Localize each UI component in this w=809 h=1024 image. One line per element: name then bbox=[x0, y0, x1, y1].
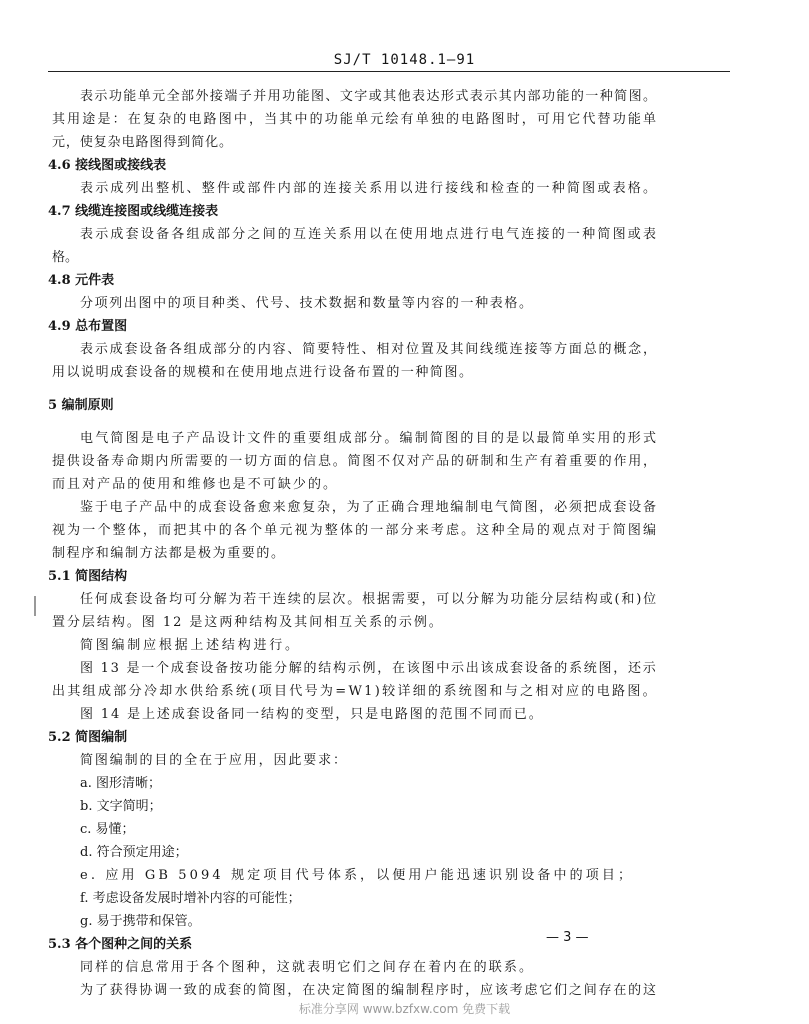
watermark-text: 标准分享网 www.bzfxw.com 免费下载 bbox=[298, 1002, 511, 1016]
text-line: 简图编制的目的全在于应用，因此要求： bbox=[80, 753, 348, 768]
text-line: 表示成列出整机、整件或部件内部的连接关系用以进行接线和检查的一种简图或表格。 bbox=[80, 181, 659, 196]
text-line: 制程序和编制方法都是极为重要的。 bbox=[52, 546, 286, 561]
text-line: 提供设备寿命期内所需要的一切方面的信息。简图不仅对产品的研制和生产有着重要的作用， bbox=[52, 454, 658, 469]
text-line: 其用途是：在复杂的电路图中，当其中的功能单元绘有单独的电路图时，可用它代替功能单 bbox=[52, 112, 659, 127]
text-line: 表示成套设备各组成部分之间的互连关系用以在使用地点进行电气连接的一种简图或表 bbox=[80, 227, 659, 242]
text-line: d. 符合预定用途； bbox=[80, 845, 188, 860]
text-line: g. 易于携带和保管。 bbox=[80, 914, 201, 929]
text-line: 表示功能单元全部外接端子并用功能图、文字或其他表达形式表示其内部功能的一种简图。 bbox=[80, 89, 658, 104]
text-line: 而且对产品的使用和维修也是不可缺少的。 bbox=[52, 477, 339, 492]
section-heading: 5.1 简图结构 bbox=[48, 569, 128, 584]
section-heading: 4.6 接线图或接线表 bbox=[48, 158, 167, 173]
text-line: 鉴于电子产品中的成套设备愈来愈复杂，为了正确合理地编制电气简图，必须把成套设备 bbox=[80, 500, 658, 515]
section-heading: 5.2 简图编制 bbox=[48, 730, 128, 745]
section-heading: 5.3 各个图种之间的关系 bbox=[48, 937, 193, 952]
text-line: 用以说明成套设备的规模和在使用地点进行设备布置的一种简图。 bbox=[52, 365, 474, 380]
standard-code-header: SJ/T 10148.1—91 bbox=[333, 52, 476, 68]
text-line: 图 13 是一个成套设备按功能分解的结构示例，在该图中示出该成套设备的系统图，还示 bbox=[80, 661, 658, 676]
text-line: 格。 bbox=[52, 250, 79, 265]
text-line: 表示成套设备各组成部分的内容、简要特性、相对位置及其间线缆连接等方面总的概念， bbox=[80, 342, 658, 357]
section-heading: 5 编制原则 bbox=[48, 398, 114, 413]
page-number: — 3 — bbox=[546, 930, 589, 945]
text-line: 同样的信息常用于各个图种，这就表明它们之间存在着内在的联系。 bbox=[80, 960, 535, 975]
text-line: e. 应用 GB 5094 规定项目代号体系，以便用户能迅速识别设备中的项目； bbox=[80, 868, 635, 883]
text-line: 简图编制应根据上述结构进行。 bbox=[80, 638, 301, 653]
section-heading: 4.8 元件表 bbox=[48, 273, 115, 288]
text-line: a. 图形清晰； bbox=[80, 776, 162, 791]
margin-mark bbox=[34, 596, 36, 616]
text-line: 元，使复杂电路图得到简化。 bbox=[52, 135, 233, 150]
text-line: 视为一个整体，而把其中的各个单元视为整体的一部分来考虑。这种全局的观点对于简图编 bbox=[52, 523, 659, 538]
section-heading: 4.7 线缆连接图或线缆连接表 bbox=[48, 204, 219, 219]
header-rule bbox=[48, 71, 730, 72]
text-line: 图 14 是上述成套设备同一结构的变型，只是电路图的范围不同而已。 bbox=[80, 707, 544, 722]
section-heading: 4.9 总布置图 bbox=[48, 319, 128, 334]
text-line: b. 文字简明； bbox=[80, 799, 162, 814]
text-line: 电气简图是电子产品设计文件的重要组成部分。编制简图的目的是以最简单实用的形式 bbox=[80, 431, 659, 446]
text-line: 为了获得协调一致的成套的简图，在决定简图的编制程序时，应该考虑它们之间存在的这 bbox=[80, 983, 658, 998]
text-line: 分项列出图中的项目种类、代号、技术数据和数量等内容的一种表格。 bbox=[80, 296, 534, 311]
text-line: 置分层结构。图 12 是这两种结构及其间相互关系的示例。 bbox=[52, 615, 444, 630]
text-line: f. 考虑设备发展时增补内容的可能性； bbox=[80, 891, 301, 906]
text-line: 任何成套设备均可分解为若干连续的层次。根据需要，可以分解为功能分层结构或(和)位 bbox=[80, 592, 658, 607]
text-line: 出其组成部分冷却水供给系统(项目代号为=W1)较详细的系统图和与之相对应的电路图。 bbox=[52, 684, 658, 699]
text-line: c. 易懂； bbox=[80, 822, 135, 837]
